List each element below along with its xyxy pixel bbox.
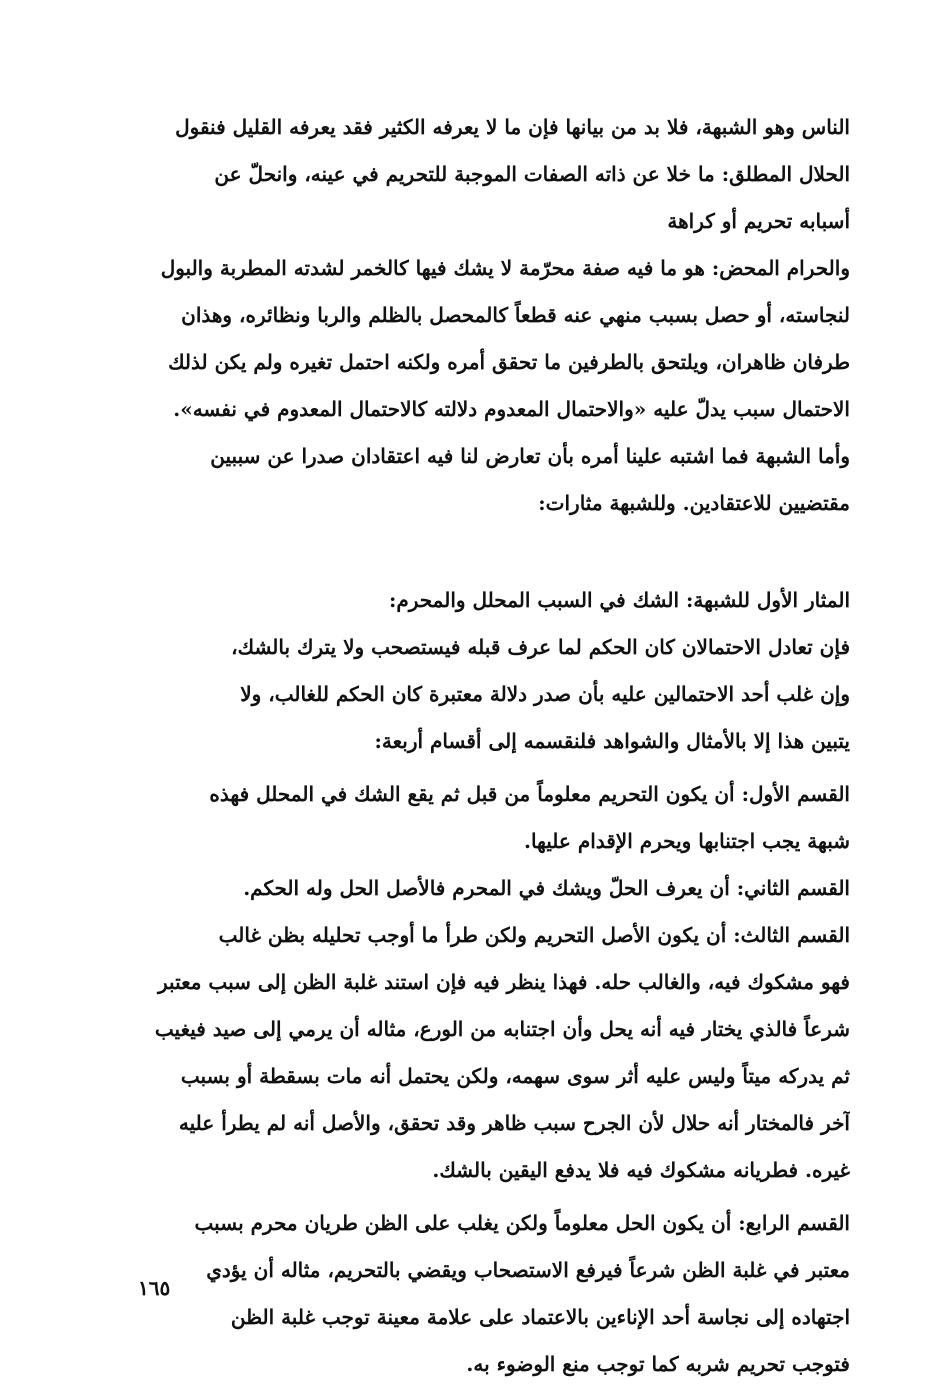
- text-line: وإن غلب أحد الاحتمالين عليه بأن صدر دلالة معتبرة كان الحكم للغالب، ولا: [240, 682, 850, 706]
- text-line: غيره. فطريانه مشكوك فيه فلا يدفع اليقين بالشك.: [432, 1158, 850, 1182]
- text-line: الاحتمال سبب يدلّ عليه «والاحتمال المعدوم دلالته كالاحتمال المعدوم في نفسه».: [173, 397, 850, 421]
- text-line: أسبابه تحريم أو كراهة: [667, 209, 850, 233]
- text-line: القسم الأول: أن يكون التحريم معلوماً من قبل ثم يقع الشك في المحلل فهذه: [209, 782, 850, 806]
- paragraph-third-category: [150, 912, 850, 1194]
- text-line: الناس وهو الشبهة، فلا بد من بيانها فإن ما لا يعرفه الكثير فقد يعرفه القليل فنقول: [175, 115, 850, 139]
- text-line: فتوجب تحريم شربه كما توجب منع الوضوء به.: [466, 1352, 850, 1376]
- paragraph-halal-mutlaq: [150, 151, 850, 245]
- text-line: يتبين هذا إلا بالأمثال والشواهد فلنقسمه إلى أقسام أربعة:: [374, 729, 850, 753]
- text-line: معتبر في غلبة الظن شرعاً فيرفع الاستصحاب ويقضي بالتحريم، مثاله أن يؤدي: [206, 1258, 850, 1282]
- paragraph-first-category: [150, 771, 850, 865]
- text-line: وأما الشبهة فما اشتبه علينا أمره بأن تعارض لنا فيه اعتقادان صدرا عن سببين: [210, 444, 850, 468]
- text-line: طرفان ظاهران، ويلتحق بالطرفين ما تحقق أمره ولكنه احتمل تغيره ولم يكن لذلك: [168, 350, 850, 374]
- text-line: فإن تعادل الاحتمالان كان الحكم لما عرف قبله فيستصحب ولا يترك بالشك،: [231, 635, 850, 659]
- text-line: لنجاسته، أو حصل بسبب منهي عنه قطعاً كالمحصل بالظلم والربا ونظائره، وهذان: [181, 303, 850, 327]
- text-line: شبهة يجب اجتنابها ويحرم الإقدام عليها.: [523, 829, 850, 853]
- paragraph-equal-probabilities: [150, 624, 850, 765]
- section-heading: المثار الأول للشبهة: الشك في السبب المحلل والمحرم:: [388, 588, 850, 612]
- text-line: ثم يدركه ميتاً وليس عليه أثر سوى سهمه، ولكن يحتمل أنه مات بسقطة أو بسبب: [180, 1064, 850, 1088]
- text-line: الحلال المطلق: ما خلا عن ذاته الصفات الموجبة للتحريم في عينه، وانحلّ عن: [214, 162, 850, 186]
- text-line: آخر فالمختار أنه حلال لأن الجرح سبب ظاهر وقد تحقق، والأصل أنه لم يطرأ عليه: [178, 1111, 850, 1135]
- paragraph-fourth-category: [150, 1200, 850, 1388]
- page-number: ١٦٥: [138, 1276, 171, 1300]
- paragraph-haram-mahd: [150, 245, 850, 433]
- text-line: مقتضيين للاعتقادين. وللشبهة مثارات:: [538, 491, 850, 515]
- text-line: والحرام المحض: هو ما فيه صفة محرّمة لا يشك فيها كالخمر لشدته المطربة والبول: [160, 256, 850, 280]
- section-gap: [150, 527, 850, 577]
- text-line: فهو مشكوك فيه، والغالب حله. فهذا ينظر فيه فإن استند غلبة الظن إلى سبب معتبر: [158, 970, 850, 994]
- paragraph-shubha: [150, 433, 850, 527]
- text-line: القسم الثاني: أن يعرف الحلّ ويشك في المحرم فالأصل الحل وله الحكم.: [243, 876, 850, 900]
- text-line: القسم الثالث: أن يكون الأصل التحريم ولكن طرأ ما أوجب تحليله بظن غالب: [218, 923, 850, 947]
- paragraph-second-category: [150, 865, 850, 912]
- text-line: اجتهاده إلى نجاسة أحد الإناءين بالاعتماد على علامة معينة توجب غلبة الظن: [230, 1305, 850, 1329]
- page-body-text: [150, 104, 850, 1388]
- paragraph-intro: [150, 104, 850, 151]
- section-heading-first-source: [150, 577, 850, 624]
- text-line: شرعاً فالذي يختار فيه أنه يحل وأن اجتنابه من الورع، مثاله أن يرمي إلى صيد فيغيب: [154, 1017, 850, 1041]
- text-line: القسم الرابع: أن يكون الحل معلوماً ولكن يغلب على الظن طريان محرم بسبب: [194, 1211, 850, 1235]
